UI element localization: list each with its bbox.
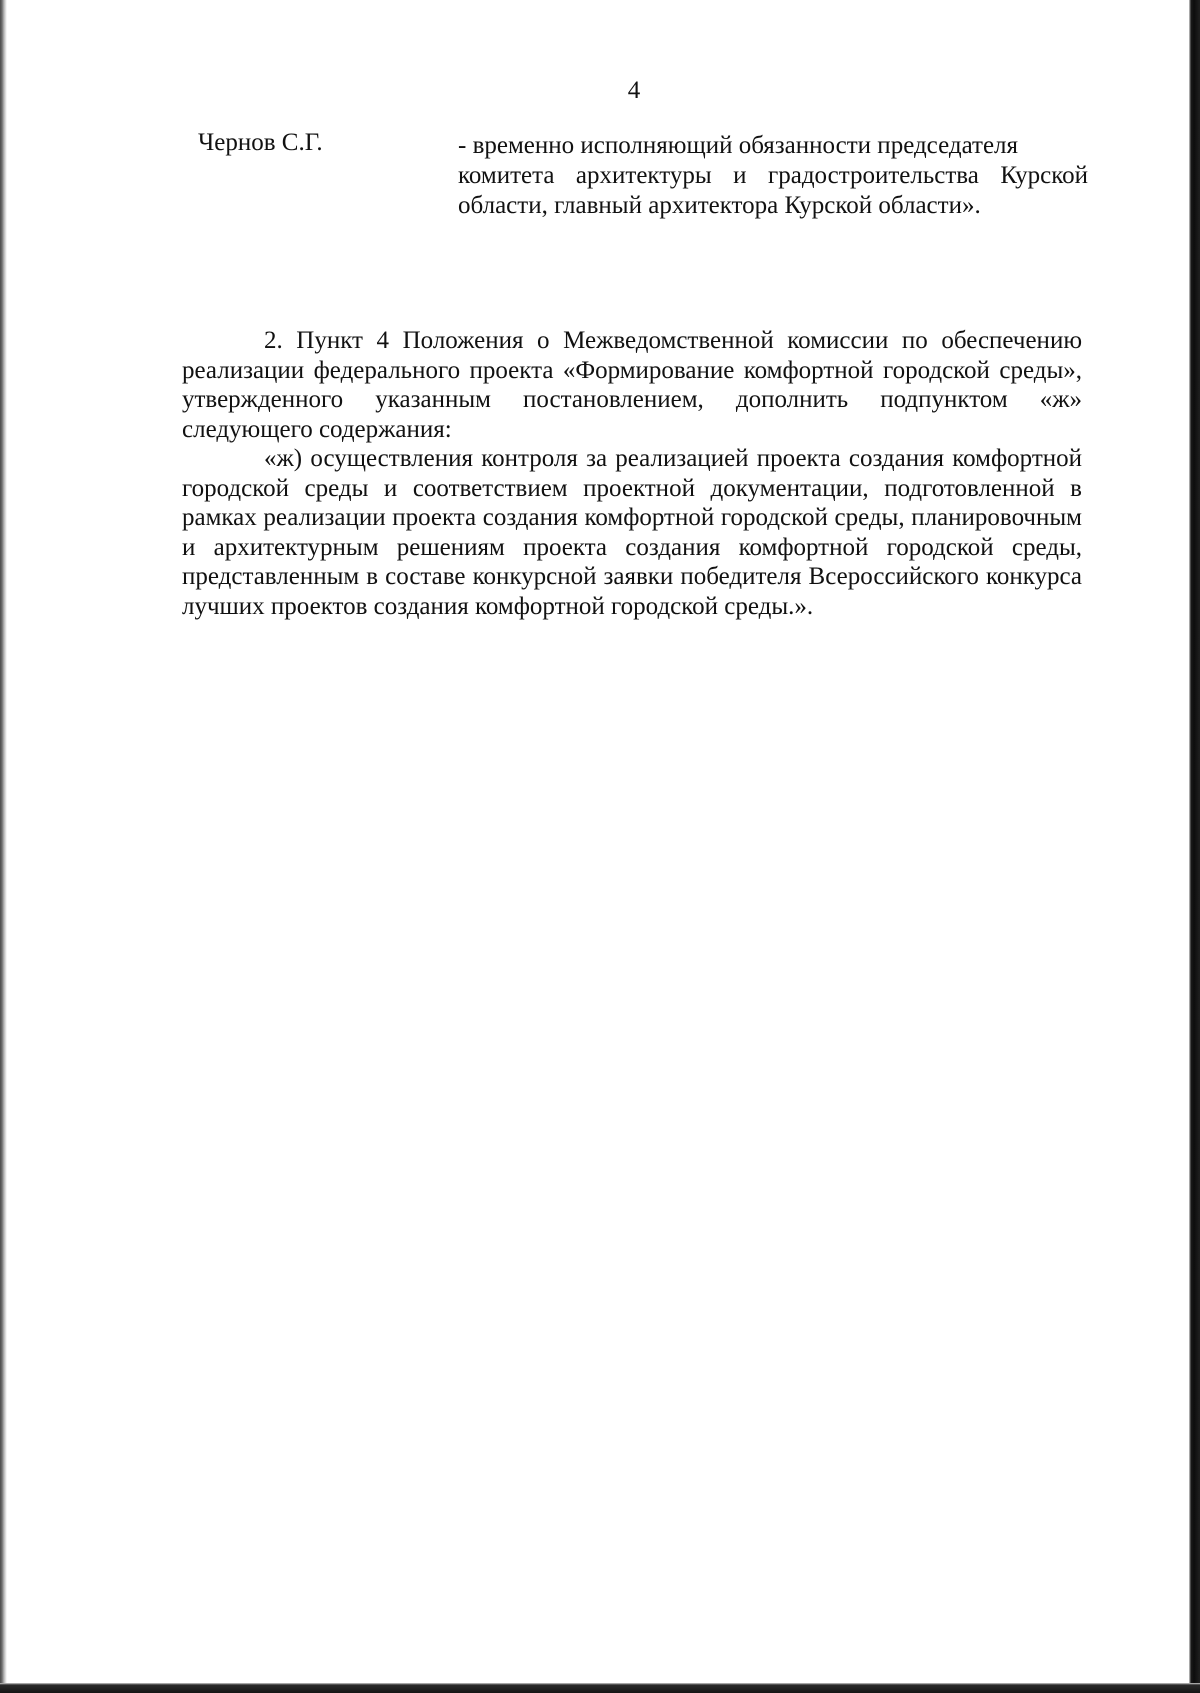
paragraph-subitem-zh: «ж) осуществления контроля за реализацией проекта создания комфортной городской среды и соответствием проектной документации, подготовленной в рамках реализации проекта создания комфортной городской среды, планировочным и архитектурным решениям проекта создания комфортной городской среды, представленным в составе конкурсной заявки победителя Всероссийского конкурса лучших проектов создания комфортной городской среды.». xyxy=(182,445,1082,620)
scan-bottom-edge xyxy=(0,1683,1200,1693)
page-number: 4 xyxy=(627,77,641,104)
scan-left-edge xyxy=(0,0,7,1693)
commission-member-name: Чернов С.Г. xyxy=(198,129,323,156)
scan-right-edge xyxy=(1189,0,1200,1693)
member-role-first-line: - временно исполняющий обязанности председателя xyxy=(458,132,1019,159)
member-role-continuation: комитета архитектуры и градостроительства Курской области, главный архитектора Курской области». xyxy=(458,162,1088,219)
commission-member-role xyxy=(458,131,1088,221)
paragraph-amendment: 2. Пункт 4 Положения о Межведомственной комиссии по обеспечению реализации федерального проекта «Формирование комфортной городской среды», утвержденного указанным постановлением, дополнить подпунктом «ж» следующего содержания: xyxy=(182,327,1082,443)
document-body xyxy=(182,326,1082,621)
